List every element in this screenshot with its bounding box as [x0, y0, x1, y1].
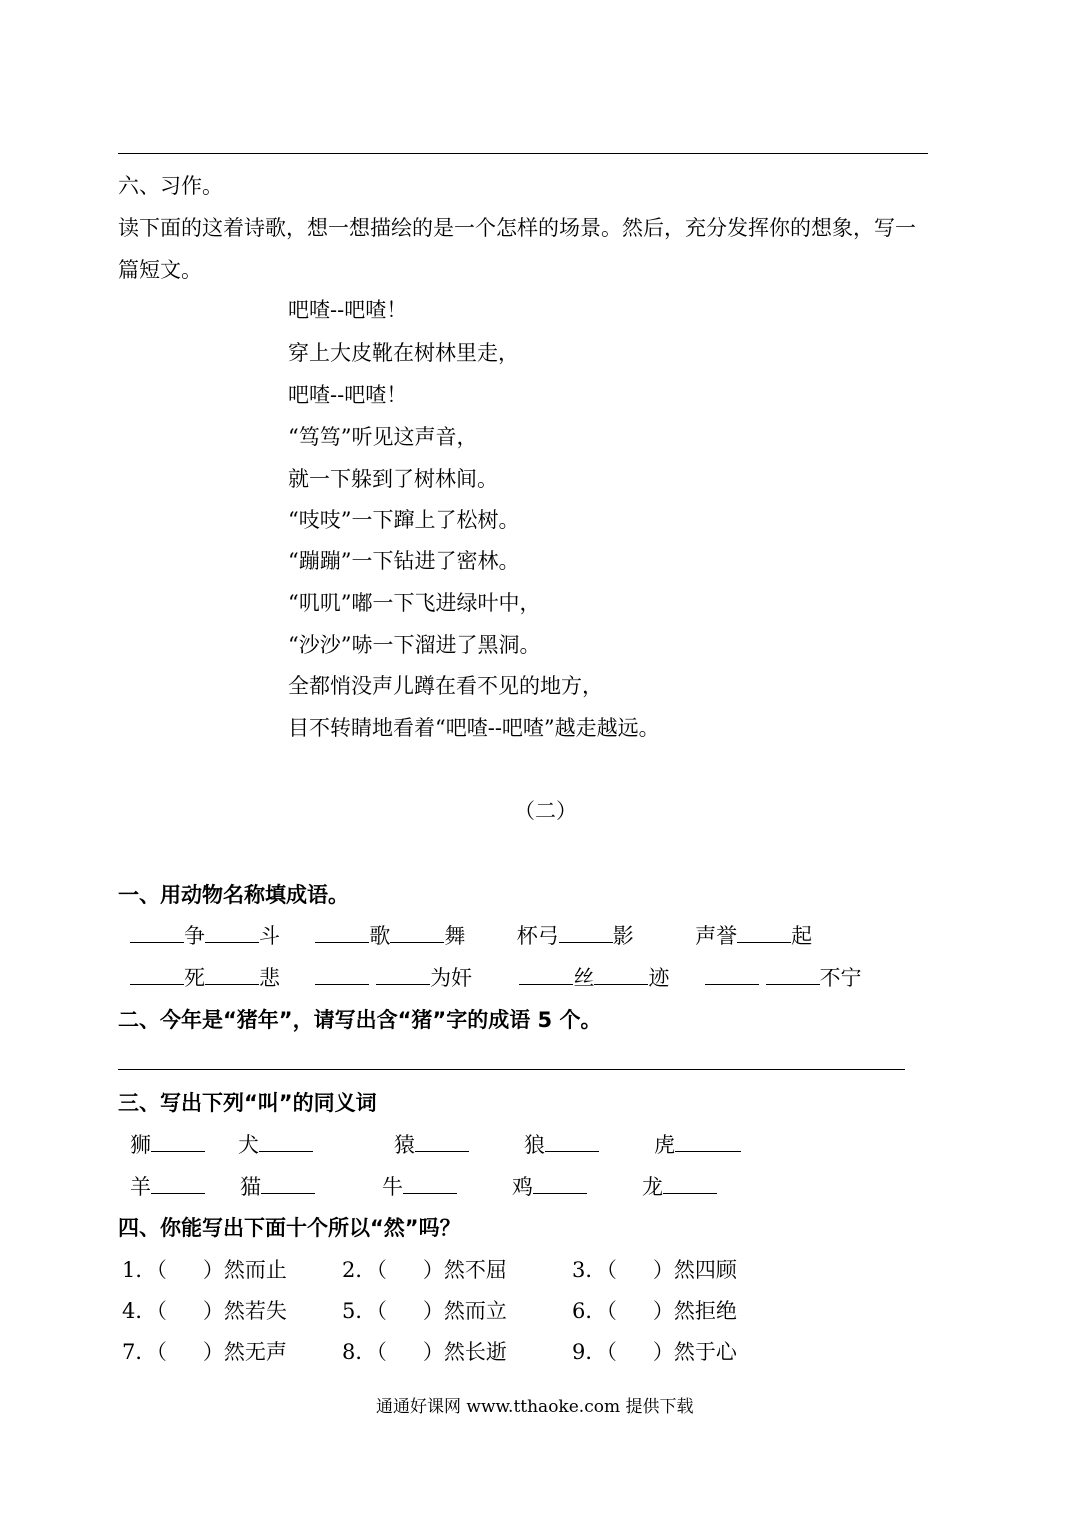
- fill-blank[interactable]: [737, 922, 791, 943]
- q1-word: 影: [612, 924, 634, 948]
- q4-item-close: ）: [422, 1340, 444, 1364]
- q4-item-number: 4．（: [122, 1299, 167, 1323]
- q4-item-text: 然拒绝: [673, 1299, 737, 1323]
- q1-word: 声誉: [695, 924, 738, 948]
- poem-line: 吧喳--吧喳！: [288, 298, 408, 322]
- answer-line-top: [118, 153, 928, 154]
- q4-item-text: 然而止: [223, 1258, 287, 1282]
- q1-word: 为奸: [430, 966, 473, 990]
- poem-line: “笃笃”听见这声音，: [288, 425, 478, 449]
- q1-word: 悲: [259, 966, 280, 990]
- poem-line: “吱吱”一下蹿上了松树。: [288, 508, 520, 532]
- q4-item-text: 然于心: [673, 1340, 737, 1364]
- q1-word: 杯弓: [516, 924, 559, 948]
- q4-item-text: 然长逝: [443, 1340, 507, 1364]
- q4-item-close: ）: [652, 1340, 674, 1364]
- q1-word: 迹: [648, 966, 670, 990]
- fill-blank[interactable]: [403, 1173, 457, 1194]
- q1-word: 斗: [259, 924, 280, 948]
- fill-blank[interactable]: [559, 922, 613, 943]
- q3-item: 狼: [524, 1131, 599, 1159]
- fill-blank[interactable]: [261, 1173, 315, 1194]
- fill-blank[interactable]: [130, 922, 184, 943]
- q4-item-number: 9．（: [572, 1340, 617, 1364]
- q4-item: [572, 1297, 737, 1325]
- fill-blank[interactable]: [130, 964, 184, 985]
- q3-item: 狮: [130, 1131, 205, 1159]
- q1-word: 争: [184, 924, 205, 948]
- q4-item-text: 然若失: [223, 1299, 287, 1323]
- q4-item-number: 7．（: [122, 1340, 167, 1364]
- q3-item: 虎: [654, 1131, 741, 1159]
- fill-blank[interactable]: [519, 964, 573, 985]
- q4-item-close: ）: [652, 1258, 674, 1282]
- q1-word: 不宁: [819, 966, 862, 990]
- poem-line: “沙沙”哧一下溜进了黑洞。: [288, 633, 541, 657]
- q4-item-close: ）: [422, 1299, 444, 1323]
- q3-item: 牛: [382, 1173, 457, 1201]
- q4-item-close: ）: [652, 1299, 674, 1323]
- q4-item: [342, 1338, 507, 1366]
- fill-blank[interactable]: [205, 964, 259, 985]
- q4-item-number: 1．（: [122, 1258, 167, 1282]
- fill-blank[interactable]: [315, 922, 369, 943]
- poem-line: 就一下躲到了树林间。: [288, 467, 498, 491]
- q1-word: 死: [184, 966, 205, 990]
- q3-item: 猿: [394, 1131, 469, 1159]
- poem-line: 全都悄没声儿蹲在看不见的地方，: [288, 674, 603, 698]
- q4-item: [572, 1338, 737, 1366]
- q4-item-text: 然而立: [443, 1299, 507, 1323]
- poem-line: “叽叽”嘟一下飞进绿叶中，: [288, 591, 541, 615]
- poem-line: 吧喳--吧喳！: [288, 383, 408, 407]
- fill-blank[interactable]: [259, 1131, 313, 1152]
- poem-line: 目不转睛地看着“吧喳--吧喳”越走越远。: [288, 716, 660, 740]
- fill-blank[interactable]: [415, 1131, 469, 1152]
- q1-word: 起: [791, 924, 813, 948]
- fill-blank[interactable]: [151, 1173, 205, 1194]
- q3-title: 三、写出下列“叫”的同义词: [118, 1091, 377, 1115]
- q1-row1: [130, 922, 812, 950]
- q1-row2: [130, 964, 862, 992]
- section6-title: 六、习作。: [118, 174, 223, 198]
- q3-item: 犬: [238, 1131, 313, 1159]
- q4-item: [122, 1338, 287, 1366]
- poem-line: “蹦蹦”一下钻进了密林。: [288, 549, 520, 573]
- fill-blank[interactable]: [315, 964, 369, 985]
- q4-item: [572, 1256, 737, 1284]
- q2-title: 二、今年是“猪年”，请写出含“猪”字的成语 5 个。: [118, 1008, 602, 1032]
- q4-item-close: ）: [202, 1299, 224, 1323]
- fill-blank[interactable]: [545, 1131, 599, 1152]
- q4-item-close: ）: [202, 1258, 224, 1282]
- fill-blank[interactable]: [151, 1131, 205, 1152]
- q4-item: [122, 1256, 287, 1284]
- q4-item-number: 3．（: [572, 1258, 617, 1282]
- q4-item-number: 6．（: [572, 1299, 617, 1323]
- fill-blank[interactable]: [766, 964, 820, 985]
- fill-blank[interactable]: [390, 922, 444, 943]
- q4-item-close: ）: [422, 1258, 444, 1282]
- q4-item: [342, 1297, 507, 1325]
- q4-item-number: 2．（: [342, 1258, 387, 1282]
- q4-item-number: 5．（: [342, 1299, 387, 1323]
- q4-title: 四、你能写出下面十个所以“然”吗？: [118, 1216, 461, 1240]
- footer: 通通好课网 www.tthaoke.com 提供下载: [376, 1397, 694, 1417]
- poem-line: 穿上大皮靴在树林里走，: [288, 341, 519, 365]
- section6-instruction-line2: 篇短文。: [118, 258, 202, 282]
- q4-item-text: 然四顾: [673, 1258, 737, 1282]
- q3-item: 羊: [130, 1173, 205, 1201]
- q4-item-number: 8．（: [342, 1340, 387, 1364]
- q1-word: 舞: [444, 924, 466, 948]
- q4-item-close: ）: [202, 1340, 224, 1364]
- fill-blank[interactable]: [205, 922, 259, 943]
- q3-item: 猫: [240, 1173, 315, 1201]
- fill-blank[interactable]: [376, 964, 430, 985]
- q4-item-text: 然无声: [223, 1340, 287, 1364]
- q1-title: 一、用动物名称填成语。: [118, 883, 349, 907]
- fill-blank[interactable]: [594, 964, 648, 985]
- fill-blank[interactable]: [663, 1173, 717, 1194]
- q4-item-text: 然不屈: [443, 1258, 507, 1282]
- part2-title: （二）: [514, 799, 577, 823]
- q4-item: [122, 1297, 287, 1325]
- q1-word: 歌: [369, 924, 391, 948]
- section6-instruction-line1: 读下面的这着诗歌，想一想描绘的是一个怎样的场景。然后，充分发挥你的想象，写一: [118, 216, 916, 240]
- fill-blank[interactable]: [705, 964, 759, 985]
- fill-blank[interactable]: [675, 1131, 741, 1152]
- q4-item: [342, 1256, 507, 1284]
- fill-blank[interactable]: [533, 1173, 587, 1194]
- q1-word: 丝: [573, 966, 595, 990]
- answer-line[interactable]: [118, 1069, 905, 1070]
- q3-item: 龙: [642, 1173, 717, 1201]
- q3-item: 鸡: [512, 1173, 587, 1201]
